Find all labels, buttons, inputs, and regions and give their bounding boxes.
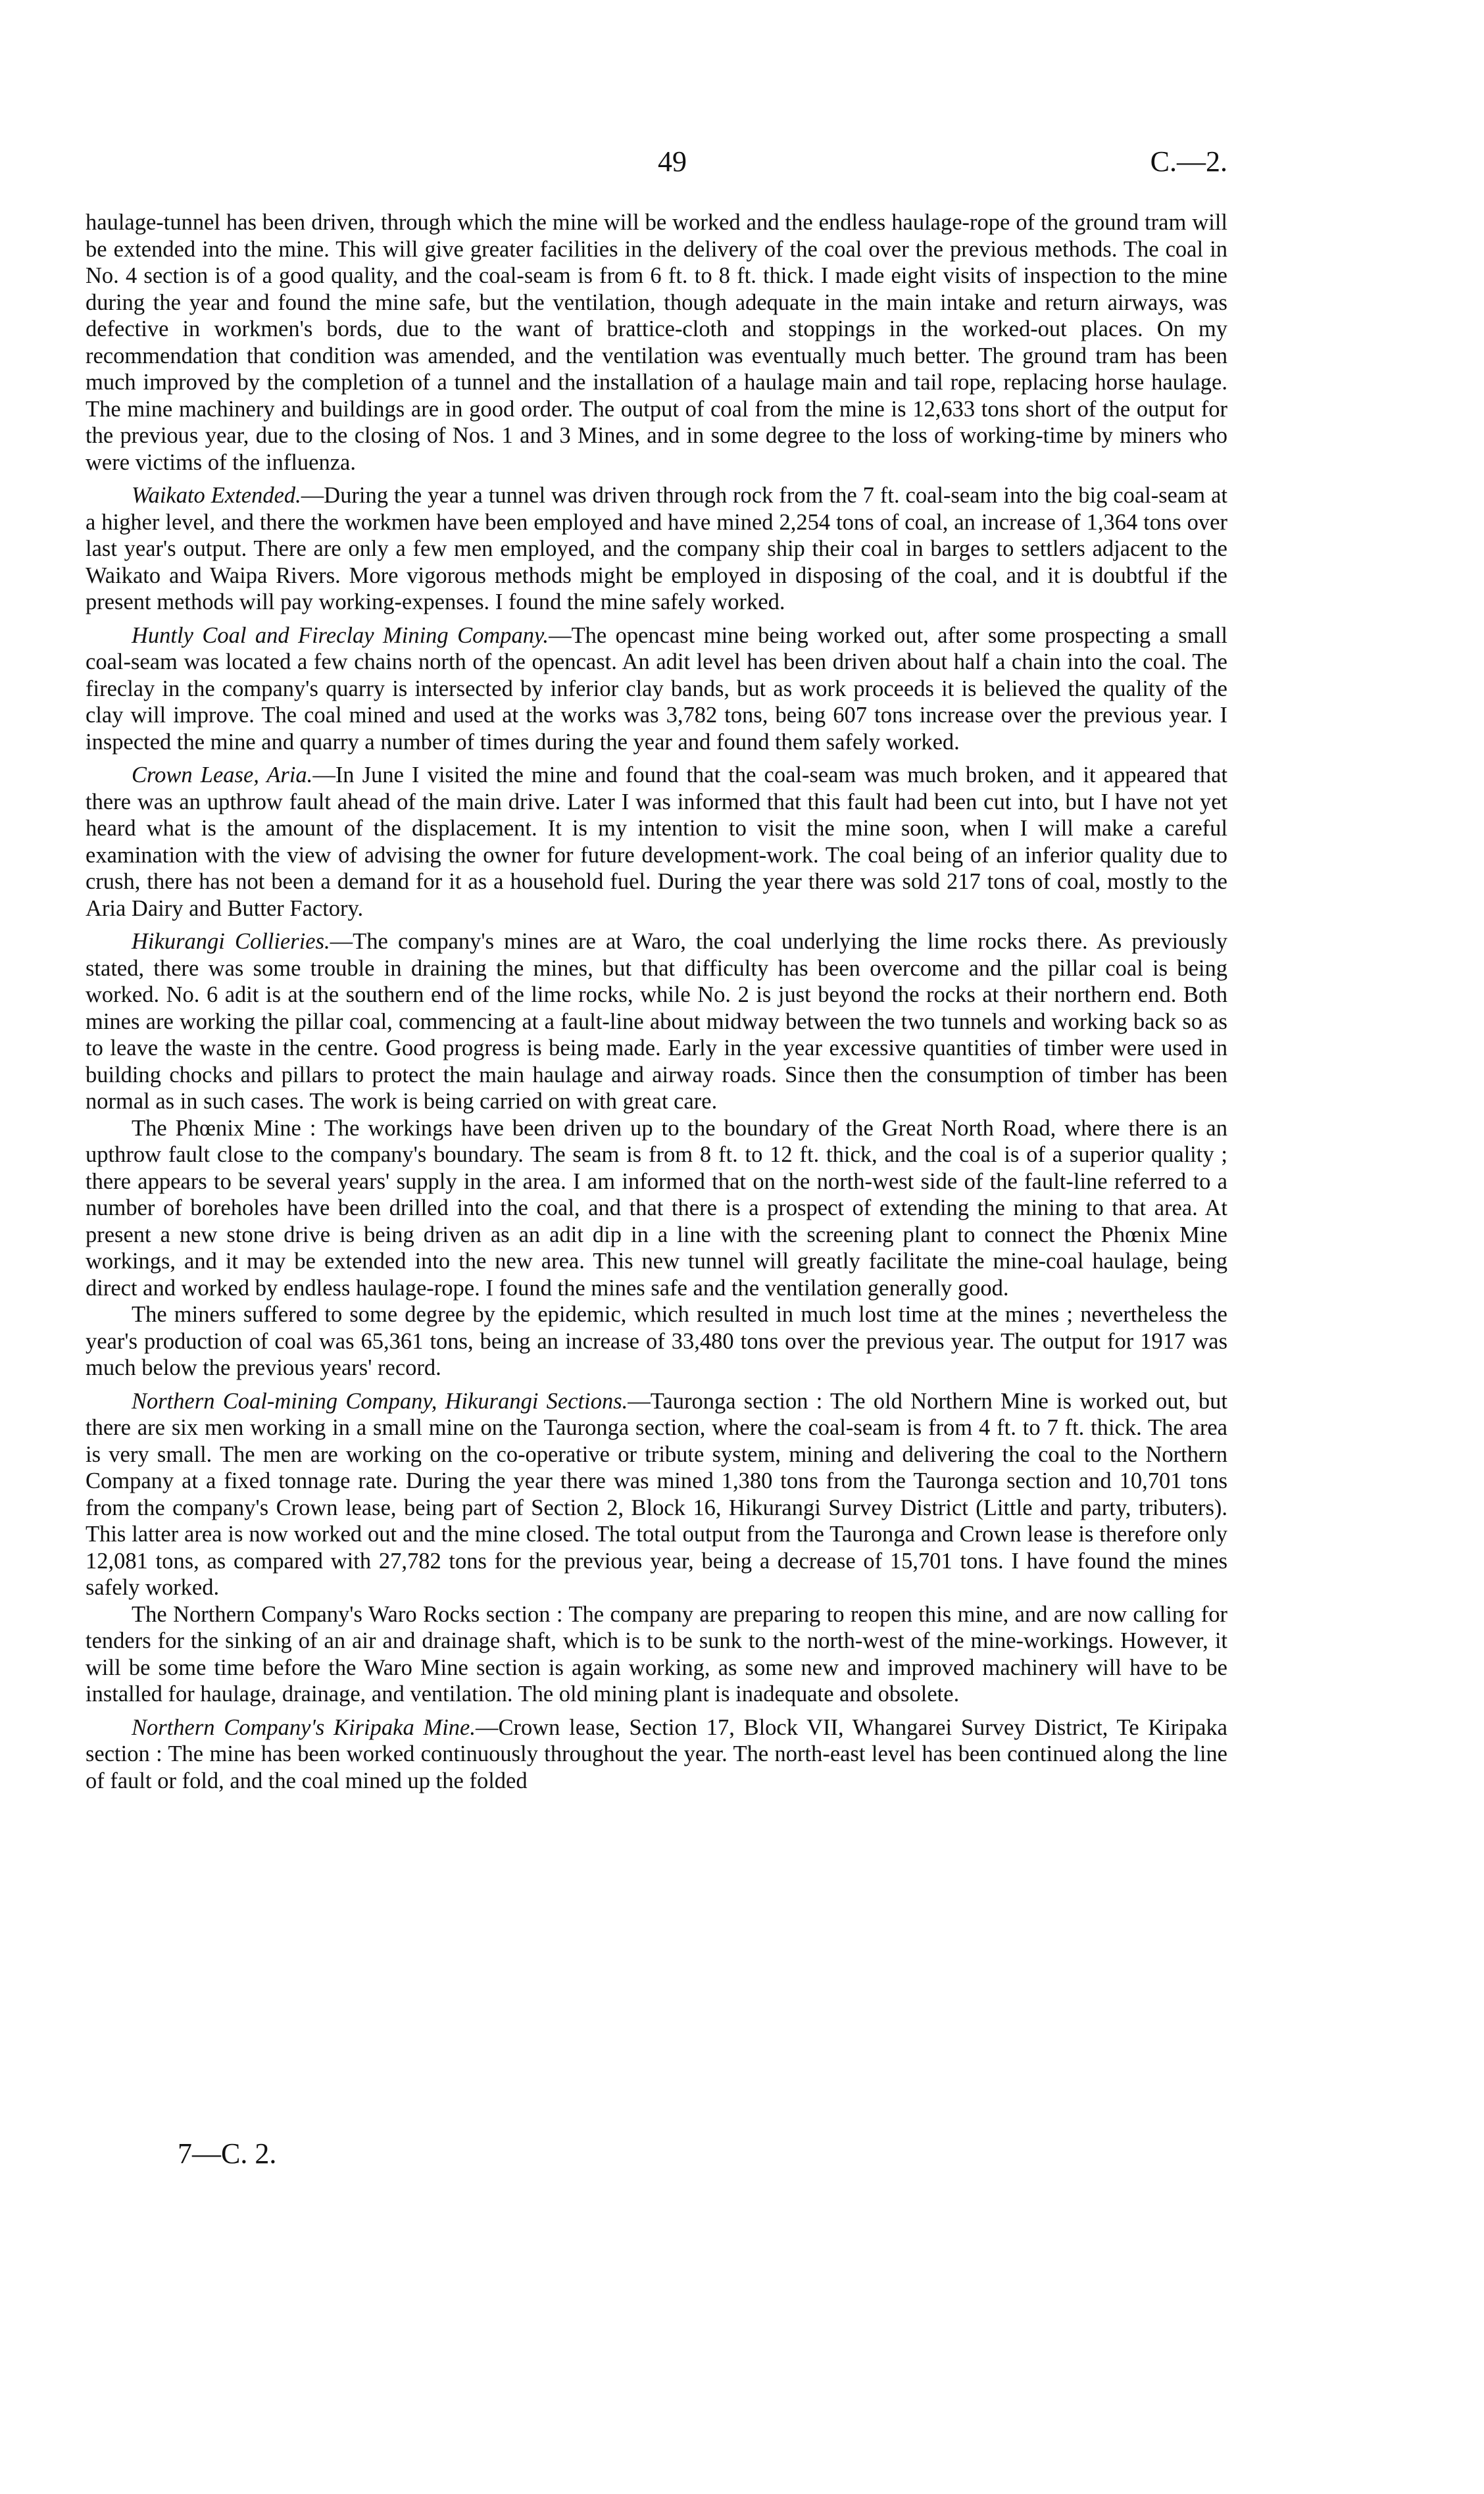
paragraph-lead: Crown Lease, Aria. <box>132 762 313 787</box>
paragraph-waikato-extended <box>86 482 1227 616</box>
paragraph-lead: Hikurangi Collieries. <box>132 929 330 954</box>
paragraph-waro-rocks <box>86 1601 1227 1708</box>
page-header <box>86 145 1227 184</box>
paragraph-crown-lease-aria <box>86 762 1227 922</box>
paragraph-text: haulage-tunnel has been driven, through which the mine will be worked and the endless haulage-rope of the ground tram will be extended into the mine. This will give greater facilities in the delivery of the coal over the previous methods. The coal in No. 4 section is of a good quality, and the coal-seam is from 6 ft. to 8 ft. thick. I made eight visits of inspection to the mine during the year and found the mine safe, but the ventilation, though adequate in the main intake and return airways, was defective in workmen's bords, due to the want of brattice-cloth and stoppings in the worked-out places. On my recommendation that condition was amended, and the ventilation was eventually much better. The ground tram has been much improved by the completion of a tunnel and the installation of a haulage main and tail rope, replacing horse haulage. The mine machinery and buildings are in good order. The output of coal from the mine is 12,633 tons short of the output for the previous year, due to the closing of Nos. 1 and 3 Mines, and in some degree to the loss of working-time by miners who were victims of the influenza. <box>86 210 1227 475</box>
paragraph-continuation <box>86 209 1227 476</box>
body-text <box>86 209 1227 1794</box>
paragraph-text: —The opencast mine being worked out, after some prospecting a small coal-seam was located a few chains north of the opencast. An adit level has been driven about half a chain into the coal. The fireclay in the company's quarry is intersected by inferior clay bands, but as work proceeds it is believed the quality of the clay will improve. The coal mined and used at the works was 3,782 tons, being 607 tons increase over the previous year. I inspected the mine and quarry a number of times during the year and found them safely worked. <box>86 622 1227 755</box>
paragraph-text: —In June I visited the mine and found that the coal-seam was much broken, and it appeared that there was an upthrow fault ahead of the main drive. Later I was informed that this fault had been cut into, but I have not yet heard what is the amount of the displacement. It is my intention to visit the mine soon, when I will make a careful examination with the view of advising the owner for future development-work. The coal being of an inferior quality due to crush, there has not been a demand for it as a household fuel. During the year there was sold 217 tons of coal, mostly to the Aria Dairy and Butter Factory. <box>86 762 1227 921</box>
page-number: 49 <box>658 145 687 178</box>
page-footer-signature: 7—C. 2. <box>178 2137 277 2170</box>
paragraph-lead: Huntly Coal and Fireclay Mining Company. <box>132 622 549 648</box>
paragraph-text: —Tauronga section : The old Northern Mine is worked out, but there are six men working in a small mine on the Tauronga section, where the coal-seam is from 4 ft. to 7 ft. thick. The area is very small. The men are working on the co-operative or tribute system, mining and delivering the coal to the Northern Company at a fixed tonnage rate. During the year there was mined 1,380 tons from the Tauronga section and 10,701 tons from the company's Crown lease, being part of Section 2, Block 16, Hikurangi Survey District (Little and party, tributers). This latter area is now worked out and the mine closed. The total output from the Tauronga and Crown lease is therefore only 12,081 tons, as compared with 27,782 tons for the previous year, being a decrease of 15,701 tons. I have found the mines safely worked. <box>86 1388 1227 1600</box>
paragraph-phoenix-mine <box>86 1115 1227 1302</box>
paragraph-epidemic <box>86 1301 1227 1382</box>
paragraph-lead: Northern Company's Kiripaka Mine. <box>132 1714 476 1740</box>
paragraph-northern-coal-mining <box>86 1388 1227 1601</box>
paragraph-text: The Northern Company's Waro Rocks section : The company are preparing to reopen this mine, and are now calling for tenders for the sinking of an air and drainage shaft, which is to be sunk to the north-west of the mine-workings. However, it will be some time before the Waro Mine section is again working, as some new and improved machinery will have to be installed for haulage, drainage, and ventilation. The old mining plant is inadequate and obsolete. <box>86 1601 1227 1707</box>
paragraph-text: The miners suffered to some degree by the epidemic, which resulted in much lost time at the mines ; nevertheless the year's production of coal was 65,361 tons, being an increase of 33,480 tons over the previous year. The output for 1917 was much below the previous years' record. <box>86 1302 1227 1380</box>
paragraph-text: —Crown lease, Section 17, Block VII, Whangarei Survey District, Te Kiripaka section : The mine has been worked continuously throughout the year. The north-east level has been continued along the line of fault or fold, and the coal mined up the folded <box>86 1714 1227 1793</box>
paragraph-kiripaka-mine <box>86 1714 1227 1795</box>
paragraph-lead: Northern Coal-mining Company, Hikurangi Sections. <box>132 1388 628 1414</box>
document-code: C.—2. <box>1150 145 1227 178</box>
paragraph-huntly-coal <box>86 622 1227 756</box>
paragraph-text: The Phœnix Mine : The workings have been driven up to the boundary of the Great North Road, where there is an upthrow fault close to the company's boundary. The seam is from 8 ft. to 12 ft. thick, and the coal is of a superior quality ; there appears to be several years' supply in the area. I am informed that on the north-west side of the fault-line referred to a number of boreholes have been drilled into the coal, and that there is a prospect of extending the mining to that area. At present a new stone drive is being driven as an adit dip in a line with the screening plant to connect the Phœnix Mine workings, and it may be extended into the new area. This new tunnel will greatly facilitate the mine-coal haulage, being direct and worked by endless haulage-rope. I found the mines safe and the ventilation generally good. <box>86 1115 1227 1301</box>
paragraph-text: —The company's mines are at Waro, the coal underlying the lime rocks there. As previously stated, there was some trouble in draining the mines, but that difficulty has been overcome and the pillar coal is being worked. No. 6 adit is at the southern end of the lime rocks, while No. 2 is just beyond the rocks at their northern end. Both mines are working the pillar coal, commencing at a fault-line about midway between the two tunnels and working back so as to leave the waste in the centre. Good progress is being made. Early in the year excessive quantities of timber were used in building chocks and pillars to protect the main haulage and airway roads. Since then the consumption of timber has been normal as in such cases. The work is being carried on with great care. <box>86 929 1228 1114</box>
paragraph-lead: Waikato Extended. <box>132 483 301 508</box>
paragraph-text: —During the year a tunnel was driven through rock from the 7 ft. coal-seam into the big coal-seam at a higher level, and there the workmen have been employed and have mined 2,254 tons of coal, an increase of 1,364 tons over last year's output. There are only a few men employed, and the company ship their coal in barges to settlers adjacent to the Waikato and Waipa Rivers. More vigorous methods might be employed in disposing of the coal, and it is doubtful if the present methods will pay working-expenses. I found the mine safely worked. <box>86 483 1227 614</box>
paragraph-hikurangi-collieries <box>86 928 1227 1115</box>
